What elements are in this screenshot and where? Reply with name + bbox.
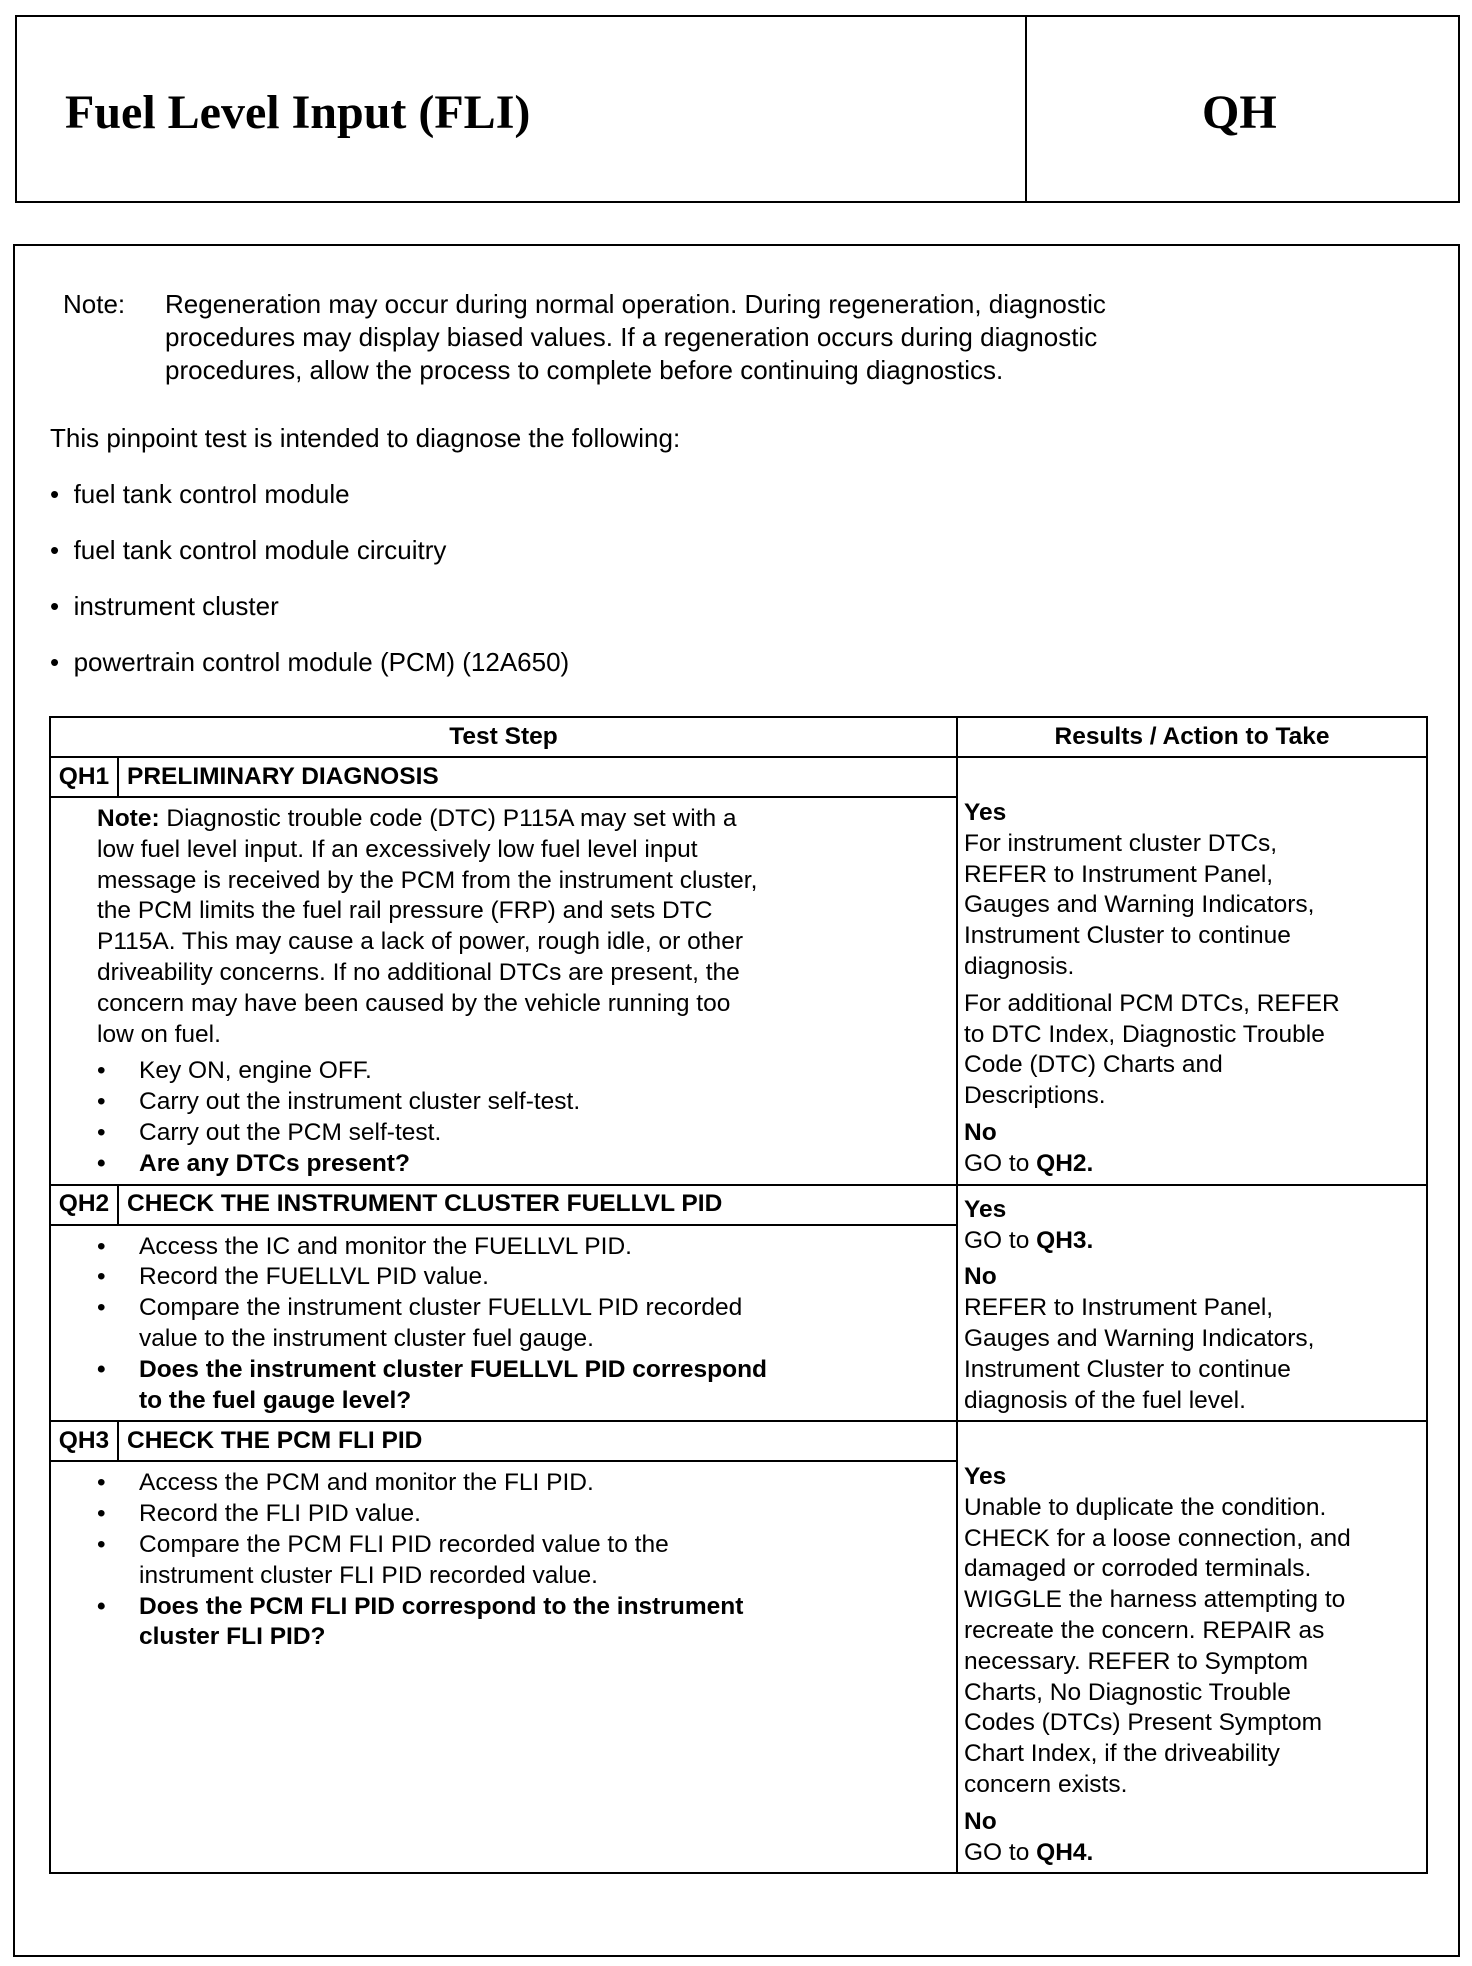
text: No (964, 1118, 997, 1146)
text: Unable to duplicate the condition. (964, 1493, 1327, 1521)
text: Code (DTC) Charts and (964, 1051, 1223, 1079)
step-id: QH2 (50, 1185, 118, 1225)
text: Chart Index, if the driveability (964, 1740, 1280, 1768)
table-row (50, 1185, 1427, 1225)
text: the PCM limits the fuel rail pressure (FRP) and sets DTC (97, 897, 713, 925)
col-header-test-step: Test Step (50, 717, 957, 757)
text: Yes (964, 799, 1007, 826)
content-box (13, 244, 1460, 1957)
step-id: QH1 (50, 757, 118, 797)
step-result (957, 1185, 1427, 1422)
text: For additional PCM DTCs, REFER (964, 989, 1340, 1017)
text: low on fuel. (97, 1020, 221, 1048)
col-header-results: Results / Action to Take (957, 717, 1427, 757)
text: Yes (964, 1195, 1007, 1223)
test-table (49, 716, 1428, 1874)
text: damaged or corroded terminals. (964, 1555, 1312, 1583)
note-text (165, 288, 1106, 387)
text: • Record the FUELLVL PID value. (97, 1262, 948, 1293)
header-box (15, 15, 1460, 203)
text: • Access the PCM and monitor the FLI PID. (97, 1468, 948, 1499)
text: Diagnostic trouble code (DTC) P115A may set with a (159, 805, 737, 832)
text: concern may have been caused by the vehicle running too (97, 989, 731, 1017)
text: Instrument Cluster to continue (964, 922, 1291, 950)
text: Gauges and Warning Indicators, (964, 1324, 1315, 1352)
step-id: QH3 (50, 1421, 118, 1461)
text: fuel tank control module circuitry (73, 535, 447, 565)
step-title: PRELIMINARY DIAGNOSIS (118, 757, 957, 797)
text: Gauges and Warning Indicators, (964, 891, 1315, 919)
text: diagnosis. (964, 952, 1075, 980)
text: No (964, 1807, 997, 1835)
step-result (957, 1421, 1427, 1873)
list-item: • instrument cluster (50, 591, 279, 621)
step-result (957, 757, 1427, 1185)
text: Does the instrument cluster FUELLVL PID correspond (139, 1355, 768, 1383)
text: Descriptions. (964, 1082, 1106, 1110)
note-line: procedures, allow the process to complete before continuing diagnostics. (165, 355, 1004, 385)
text: to the fuel gauge level? (139, 1386, 412, 1414)
text: REFER to Instrument Panel, (964, 1294, 1274, 1322)
section-code: QH (1202, 86, 1277, 139)
text: concern exists. (964, 1770, 1128, 1798)
text: cluster FLI PID? (139, 1623, 326, 1651)
list-item: • powertrain control module (PCM) (12A650) (50, 647, 570, 677)
note-label: Note: (63, 289, 126, 319)
goto-link[interactable]: QH4. (1036, 1838, 1094, 1866)
text: Compare the PCM FLI PID recorded value to the (139, 1530, 669, 1558)
page-title: Fuel Level Input (FLI) (65, 86, 531, 139)
text: instrument cluster (73, 591, 279, 621)
note-line: Regeneration may occur during normal operation. During regeneration, diagnostic (165, 289, 1106, 319)
text: • Are any DTCs present? (97, 1149, 948, 1180)
intro-text: This pinpoint test is intended to diagnose the following: (50, 423, 681, 453)
goto-link[interactable]: QH2. (1036, 1149, 1094, 1177)
text: GO to (964, 1838, 1037, 1866)
text: recreate the concern. REPAIR as (964, 1616, 1325, 1644)
text: REFER to Instrument Panel, (964, 860, 1274, 888)
text: driveability concerns. If no additional DTCs are present, the (97, 958, 740, 986)
text: • Key ON, engine OFF. (97, 1056, 948, 1087)
text: Compare the instrument cluster FUELLVL PID recorded (139, 1294, 743, 1322)
note-line: procedures may display biased values. If a regeneration occurs during diagnostic (165, 322, 1098, 352)
text: WIGGLE the harness attempting to (964, 1586, 1346, 1614)
list-item: • fuel tank control module (50, 479, 350, 509)
text: • Carry out the PCM self-test. (97, 1118, 948, 1149)
text: Does the PCM FLI PID correspond to the instrument (139, 1592, 744, 1620)
step-title: CHECK THE INSTRUMENT CLUSTER FUELLVL PID (118, 1185, 957, 1225)
text: diagnosis of the fuel level. (964, 1386, 1246, 1414)
goto-link[interactable]: QH3. (1036, 1226, 1094, 1254)
step-body (50, 1225, 957, 1422)
text: fuel tank control module (73, 479, 350, 509)
text: value to the instrument cluster fuel gauge. (139, 1324, 594, 1352)
text: to DTC Index, Diagnostic Trouble (964, 1020, 1325, 1048)
text: • Record the FLI PID value. (97, 1499, 948, 1530)
text: necessary. REFER to Symptom (964, 1647, 1309, 1675)
text: No (964, 1263, 997, 1291)
step-body (50, 1461, 957, 1873)
list-item: • fuel tank control module circuitry (50, 535, 447, 565)
text: P115A. This may cause a lack of power, rough idle, or other (97, 928, 743, 956)
text: Note: (97, 805, 160, 832)
table-row (50, 1421, 1427, 1461)
text: Instrument Cluster to continue (964, 1355, 1291, 1383)
text: GO to (964, 1226, 1037, 1254)
text: Charts, No Diagnostic Trouble (964, 1678, 1291, 1706)
text: instrument cluster FLI PID recorded value. (139, 1561, 598, 1589)
header-divider (1025, 17, 1027, 201)
text: GO to (964, 1149, 1037, 1177)
step-body (50, 797, 957, 1185)
text: Codes (DTCs) Present Symptom (964, 1709, 1323, 1737)
text: Yes (964, 1462, 1007, 1490)
text: low fuel level input. If an excessively low fuel level input (97, 835, 698, 863)
text: powertrain control module (PCM) (12A650) (73, 647, 570, 677)
text: message is received by the PCM from the instrument cluster, (97, 866, 758, 894)
text: • Carry out the instrument cluster self-test. (97, 1087, 948, 1118)
text: For instrument cluster DTCs, (964, 829, 1278, 857)
table-row (50, 757, 1427, 797)
text: CHECK for a loose connection, and (964, 1524, 1351, 1552)
text: • Access the IC and monitor the FUELLVL PID. (97, 1232, 948, 1263)
step-title: CHECK THE PCM FLI PID (118, 1421, 957, 1461)
